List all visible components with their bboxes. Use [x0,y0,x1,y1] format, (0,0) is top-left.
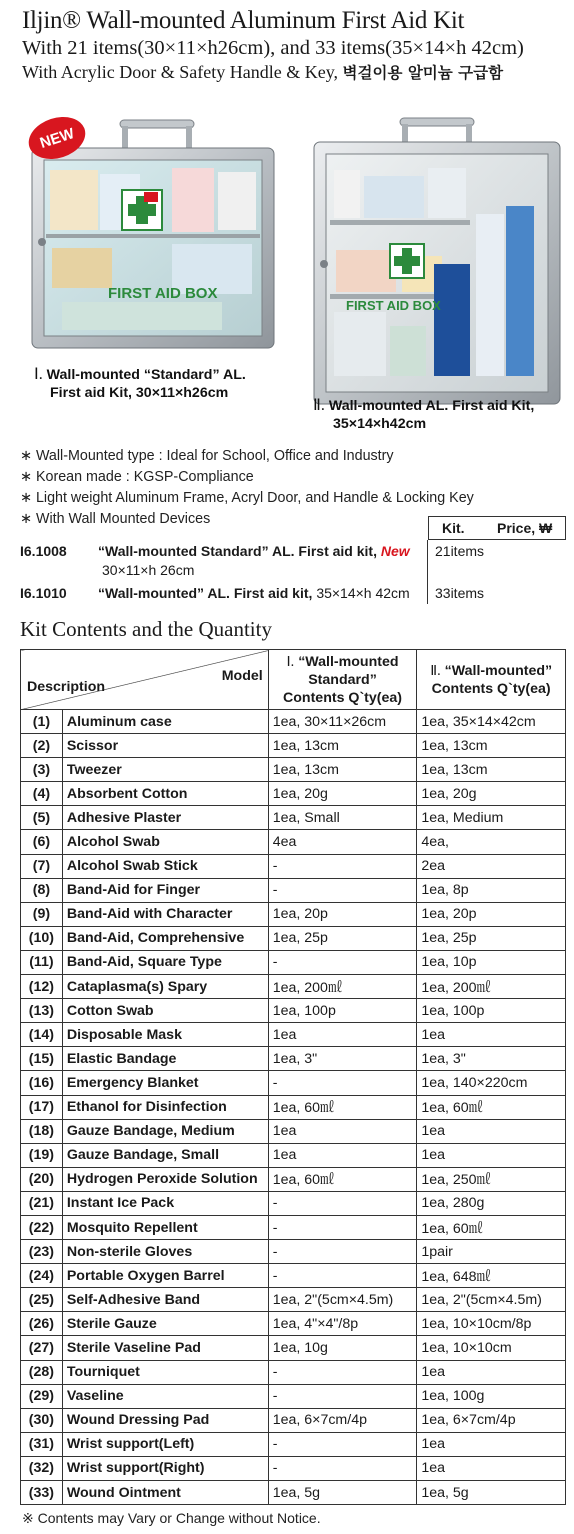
kit2-quantity: 1ea, 100p [417,999,566,1023]
product-features [22,60,562,85]
item-name: Non-sterile Gloves [62,1240,268,1264]
kit1-quantity: 1ea [268,1023,417,1047]
row-number: (25) [21,1288,63,1312]
item-name: Band-Aid, Square Type [62,950,268,974]
row-number: (16) [21,1071,63,1095]
order-code: I6.1008 [20,543,67,559]
order-row [20,584,560,602]
table-row [21,878,566,902]
kit-contents-table [20,649,566,1505]
kit1-caption-line1 [34,366,246,384]
table-row [21,782,566,806]
order-desc [98,542,410,560]
table-row [21,854,566,878]
table-row [21,1191,566,1215]
item-name: Portable Oxygen Barrel [62,1264,268,1288]
kit1-quantity: 4ea [268,830,417,854]
table-row [21,758,566,782]
table-row [21,999,566,1023]
kit1-quantity: 1ea, 10g [268,1336,417,1360]
table-row [21,902,566,926]
row-number: (26) [21,1312,63,1336]
first-aid-box-sign: FIRST AID BOX [108,285,218,302]
row-number: (4) [21,782,63,806]
kit1-quantity: - [268,1264,417,1288]
kit-column-label: Kit. [442,520,465,536]
kit1-quantity: - [268,1191,417,1215]
row-number: (17) [21,1095,63,1119]
item-name: Wound Ointment [62,1481,268,1505]
kit1-quantity: - [268,854,417,878]
row-number: (12) [21,975,63,999]
row-number: (15) [21,1047,63,1071]
kit2-quantity: 1ea [417,1023,566,1047]
row-number: (31) [21,1432,63,1456]
row-number: (3) [21,758,63,782]
kit1-quantity: 1ea, 20p [268,902,417,926]
item-name: Elastic Bandage [62,1047,268,1071]
table-row [21,1215,566,1239]
row-number: (23) [21,1240,63,1264]
feature-bullet: ∗ Light weight Aluminum Frame, Acryl Door, and Handle & Locking Key [20,490,474,506]
header-model: Model [221,668,263,684]
header-description: Description [27,679,106,695]
table-row [21,1023,566,1047]
kit1-quantity: - [268,1360,417,1384]
table-row [21,1167,566,1191]
item-name: Cotton Swab [62,999,268,1023]
row-number: (7) [21,854,63,878]
kit2-caption-line2: 35×14×h42cm [333,416,427,432]
row-number: (10) [21,926,63,950]
kit2-quantity: 1ea, 20g [417,782,566,806]
kit1-caption-line2: First aid Kit, 30×11×h26cm [50,385,229,401]
kit2-name: Wall-mounted AL. First aid Kit, [328,398,535,414]
order-qty: 21items [435,543,485,559]
row-number: (22) [21,1215,63,1239]
row-number: (2) [21,734,63,758]
header-kit1-roman: Ⅰ. [286,653,295,670]
table-row [21,1047,566,1071]
kit2-quantity: 1ea, 250㎖ [417,1167,566,1191]
kit2-quantity: 1ea, 10×10cm [417,1336,566,1360]
kit1-quantity: - [268,1215,417,1239]
row-number: (29) [21,1384,63,1408]
item-name: Wound Dressing Pad [62,1408,268,1432]
header-kit1-line1 [273,653,413,671]
table-row [21,975,566,999]
kit1-caption [34,366,246,402]
page-header [22,6,562,85]
table-row [21,1456,566,1480]
kit2-quantity: 1ea, 8p [417,878,566,902]
header-kit1-title: “Wall-mounted [298,653,399,670]
kit1-quantity: 1ea, 30×11×26cm [268,710,417,734]
kit2-quantity: 1ea, 25p [417,926,566,950]
header-kit2-roman: Ⅱ. [430,662,441,679]
order-size: 35×14×h 42cm [316,585,410,601]
header-kit2 [417,650,566,710]
item-name: Hydrogen Peroxide Solution [62,1167,268,1191]
row-number: (27) [21,1336,63,1360]
kit1-quantity: 1ea, 2"(5cm×4.5m) [268,1288,417,1312]
row-number: (33) [21,1481,63,1505]
new-tag: New [380,543,410,559]
kit1-roman: Ⅰ. [34,366,43,383]
footnote: ※ Contents may Vary or Change without Notice. [22,1510,321,1526]
kit2-quantity: 1ea [417,1456,566,1480]
order-code: I6.1010 [20,585,67,601]
table-row [21,1432,566,1456]
kit2-quantity: 1ea, 60㎖ [417,1095,566,1119]
row-number: (8) [21,878,63,902]
kit2-quantity: 1ea, 35×14×42cm [417,710,566,734]
kit1-quantity: 1ea, 60㎖ [268,1167,417,1191]
item-name: Tourniquet [62,1360,268,1384]
row-number: (6) [21,830,63,854]
feature-bullet: ∗ With Wall Mounted Devices [20,511,211,527]
table-row [21,806,566,830]
kit1-quantity: 1ea, 6×7cm/4p [268,1408,417,1432]
header-kit1-line2: Standard” [308,671,377,688]
kit2-quantity: 4ea, [417,830,566,854]
kit2-quantity: 1pair [417,1240,566,1264]
header-kit2-line1 [421,662,561,680]
table-row [21,1095,566,1119]
kit2-quantity: 1ea, 2"(5cm×4.5m) [417,1288,566,1312]
row-number: (28) [21,1360,63,1384]
kit1-quantity: 1ea, 13cm [268,734,417,758]
kit1-quantity: 1ea, 25p [268,926,417,950]
kit1-quantity: 1ea, 20g [268,782,417,806]
kit1-quantity: - [268,1071,417,1095]
kit2-quantity: 1ea, 648㎖ [417,1264,566,1288]
feature-bullet: ∗ Korean made : KGSP-Compliance [20,469,254,485]
kit1-quantity: - [268,1432,417,1456]
aluminum-case-large-image [306,114,568,410]
order-row [20,542,560,578]
kit1-quantity: 1ea, 4"×4"/8p [268,1312,417,1336]
table-row [21,1119,566,1143]
item-name: Mosquito Repellent [62,1215,268,1239]
row-number: (11) [21,950,63,974]
item-name: Gauze Bandage, Medium [62,1119,268,1143]
table-row [21,1071,566,1095]
table-row [21,950,566,974]
kit2-caption-line1 [313,397,534,415]
header-kit2-line2: Contents Q`ty(ea) [431,680,551,697]
kit1-quantity: - [268,878,417,902]
item-name: Gauze Bandage, Small [62,1143,268,1167]
item-name: Aluminum case [62,710,268,734]
item-name: Alcohol Swab [62,830,268,854]
row-number: (24) [21,1264,63,1288]
kit2-quantity: 1ea, 5g [417,1481,566,1505]
price-header [428,516,566,540]
kit1-quantity: - [268,1240,417,1264]
header-kit1 [268,650,417,710]
row-number: (13) [21,999,63,1023]
item-name: Disposable Mask [62,1023,268,1047]
item-name: Adhesive Plaster [62,806,268,830]
kit2-quantity: 1ea, 280g [417,1191,566,1215]
features-kr: 벽걸이용 알미늄 구급함 [342,64,504,82]
item-name: Alcohol Swab Stick [62,854,268,878]
table-row [21,1240,566,1264]
table-row [21,926,566,950]
item-name: Wrist support(Right) [62,1456,268,1480]
kit2-quantity: 1ea, 60㎖ [417,1215,566,1239]
item-name: Cataplasma(s) Spary [62,975,268,999]
row-number: (1) [21,710,63,734]
header-kit2-title: “Wall-mounted” [444,662,553,679]
kit1-quantity: 1ea, 13cm [268,758,417,782]
kit2-roman: Ⅱ. [313,397,325,414]
table-row [21,830,566,854]
table-row [21,1264,566,1288]
kit2-quantity: 1ea, 13cm [417,734,566,758]
table-row [21,1408,566,1432]
table-row [21,1481,566,1505]
row-number: (32) [21,1456,63,1480]
order-qty: 33items [435,585,485,601]
kit1-quantity: - [268,1456,417,1480]
item-name: Sterile Gauze [62,1312,268,1336]
table-row [21,734,566,758]
kit1-quantity: 1ea [268,1143,417,1167]
table-row [21,1312,566,1336]
item-name: Ethanol for Disinfection [62,1095,268,1119]
header-model-description [21,650,269,710]
order-name: “Wall-mounted Standard” AL. First aid kit, [98,543,377,559]
order-name: “Wall-mounted” AL. First aid kit, [98,585,313,601]
item-name: Band-Aid, Comprehensive [62,926,268,950]
item-name: Self-Adhesive Band [62,1288,268,1312]
section-title: Kit Contents and the Quantity [20,617,272,641]
kit1-quantity: - [268,1384,417,1408]
table-body [21,710,566,1505]
kit2-quantity: 1ea, Medium [417,806,566,830]
kit1-quantity: 1ea [268,1119,417,1143]
item-name: Wrist support(Left) [62,1432,268,1456]
item-name: Tweezer [62,758,268,782]
kit1-quantity: 1ea, 200㎖ [268,975,417,999]
kit1-quantity: - [268,950,417,974]
kit2-quantity: 1ea, 10×10cm/8p [417,1312,566,1336]
kit1-quantity: 1ea, 5g [268,1481,417,1505]
kit2-quantity: 1ea [417,1143,566,1167]
kit2-quantity: 1ea, 200㎖ [417,975,566,999]
table-row [21,1336,566,1360]
kit2-quantity: 1ea, 10p [417,950,566,974]
table-row [21,1288,566,1312]
item-name: Scissor [62,734,268,758]
kit2-quantity: 1ea, 20p [417,902,566,926]
kit2-quantity: 1ea, 13cm [417,758,566,782]
kit1-quantity: 1ea, 60㎖ [268,1095,417,1119]
row-number: (5) [21,806,63,830]
order-desc [98,584,410,602]
item-name: Sterile Vaseline Pad [62,1336,268,1360]
first-aid-box-sign-large: FIRST AID BOX [346,298,441,313]
kit2-quantity: 1ea, 140×220cm [417,1071,566,1095]
product-sizes: With 21 items(30×11×h26cm), and 33 items(35×14×h 42cm) [22,37,524,59]
kit2-quantity: 2ea [417,854,566,878]
item-name: Band-Aid with Character [62,902,268,926]
features-en: With Acrylic Door & Safety Handle & Key, [22,62,339,82]
header-kit1-line3: Contents Q`ty(ea) [283,689,403,706]
item-name: Instant Ice Pack [62,1191,268,1215]
kit-standard-photo [22,112,282,372]
new-badge-text: NEW [37,124,77,152]
item-name: Emergency Blanket [62,1071,268,1095]
kit2-quantity: 1ea, 6×7cm/4p [417,1408,566,1432]
kit2-quantity: 1ea [417,1119,566,1143]
kit2-quantity: 1ea [417,1432,566,1456]
item-name: Absorbent Cotton [62,782,268,806]
kit2-quantity: 1ea [417,1360,566,1384]
order-size: 30×11×h 26cm [102,562,195,578]
table-row [21,1384,566,1408]
table-row [21,1143,566,1167]
row-number: (9) [21,902,63,926]
row-number: (21) [21,1191,63,1215]
row-number: (18) [21,1119,63,1143]
kit1-name: Wall-mounted “Standard” AL. [46,367,246,383]
product-title: Iljin® Wall-mounted Aluminum First Aid Kit [22,7,465,34]
kit1-quantity: 1ea, 100p [268,999,417,1023]
row-number: (20) [21,1167,63,1191]
table-header-row [21,650,566,710]
item-name: Band-Aid for Finger [62,878,268,902]
price-column-label: Price, ₩ [497,520,553,536]
kit2-caption [313,397,534,433]
kit2-quantity: 1ea, 3" [417,1047,566,1071]
kit1-quantity: 1ea, Small [268,806,417,830]
item-name: Vaseline [62,1384,268,1408]
feature-bullet: ∗ Wall-Mounted type : Ideal for School, Office and Industry [20,448,394,464]
kit-large-photo [306,114,568,410]
row-number: (30) [21,1408,63,1432]
table-row [21,710,566,734]
kit1-quantity: 1ea, 3" [268,1047,417,1071]
row-number: (19) [21,1143,63,1167]
table-row [21,1360,566,1384]
kit2-quantity: 1ea, 100g [417,1384,566,1408]
row-number: (14) [21,1023,63,1047]
